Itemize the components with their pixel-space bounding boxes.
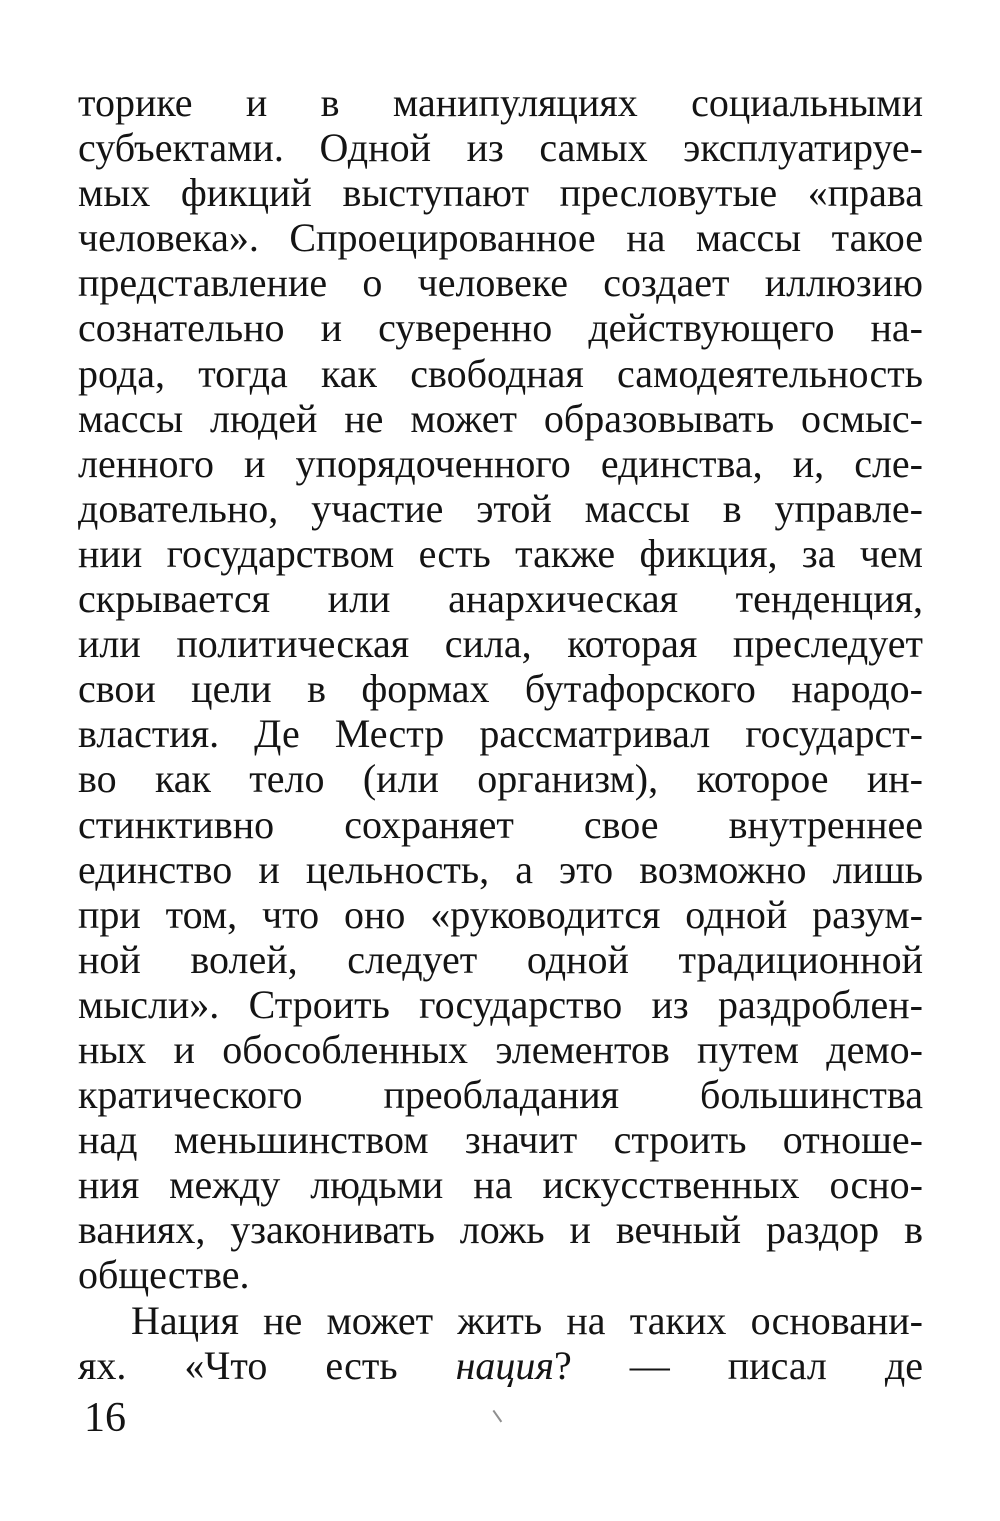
text-segment: ях. «Что есть xyxy=(78,1342,456,1388)
text-line: торике и в манипуляциях социальными xyxy=(78,80,923,125)
text-line: при том, что оно «руководится одной разум- xyxy=(78,891,923,937)
text-line: сознательно и суверенно действующего на- xyxy=(78,305,923,351)
paragraph-2 xyxy=(78,1298,923,1388)
text-line: ленного и упорядоченного единства, и, сле- xyxy=(78,440,923,486)
paragraph-1 xyxy=(78,80,923,1298)
text-line: мых фикций выступают пресловутые «права xyxy=(78,170,923,216)
text-line: человека». Спроецированное на массы такое xyxy=(78,215,923,261)
text-line: рода, тогда как свободная самодеятельность xyxy=(78,350,923,396)
text-line: стинктивно сохраняет свое внутреннее xyxy=(78,801,923,847)
text-segment: ? — писал де xyxy=(554,1342,923,1388)
text-line: субъектами. Одной из самых эксплуатируе- xyxy=(78,125,923,171)
print-speck xyxy=(493,1408,506,1423)
text-line: единство и цельность, а это возможно лишь xyxy=(78,846,923,892)
text-line: скрывается или анархическая тенденция, xyxy=(78,576,923,622)
text-line xyxy=(78,1343,923,1388)
text-line: во как тело (или организм), которое ин- xyxy=(78,756,923,802)
text-line: представление о человеке создает иллюзию xyxy=(78,260,923,306)
text-line: над меньшинством значит строить отноше- xyxy=(78,1117,923,1163)
text-line: кратического преобладания большинства xyxy=(78,1072,923,1118)
text-line: или политическая сила, которая преследует xyxy=(78,621,923,667)
text-line: Нация не может жить на таких основани- xyxy=(131,1297,923,1343)
text-line: ной волей, следует одной традиционной xyxy=(78,936,923,982)
text-line: ных и обособленных элементов путем демо- xyxy=(78,1026,923,1072)
text-line: мысли». Строить государство из раздроблен- xyxy=(78,981,923,1027)
text-line: ваниях, узаконивать ложь и вечный раздор в xyxy=(78,1207,923,1253)
text-line: ния между людьми на искусственных осно- xyxy=(78,1162,923,1208)
text-line: массы людей не может образовывать осмыс- xyxy=(78,395,923,441)
text-line: довательно, участие этой массы в управле- xyxy=(78,485,923,531)
text-line: свои цели в формах бутафорского народо- xyxy=(78,666,923,712)
text-line: обществе. xyxy=(78,1252,250,1298)
italic-term: нация xyxy=(455,1342,555,1388)
text-line: нии государством есть также фикция, за чем xyxy=(78,530,923,576)
text-line: властия. Де Местр рассматривал государст- xyxy=(78,711,923,757)
body-text xyxy=(78,80,923,1388)
page-number: 16 xyxy=(84,1395,126,1441)
